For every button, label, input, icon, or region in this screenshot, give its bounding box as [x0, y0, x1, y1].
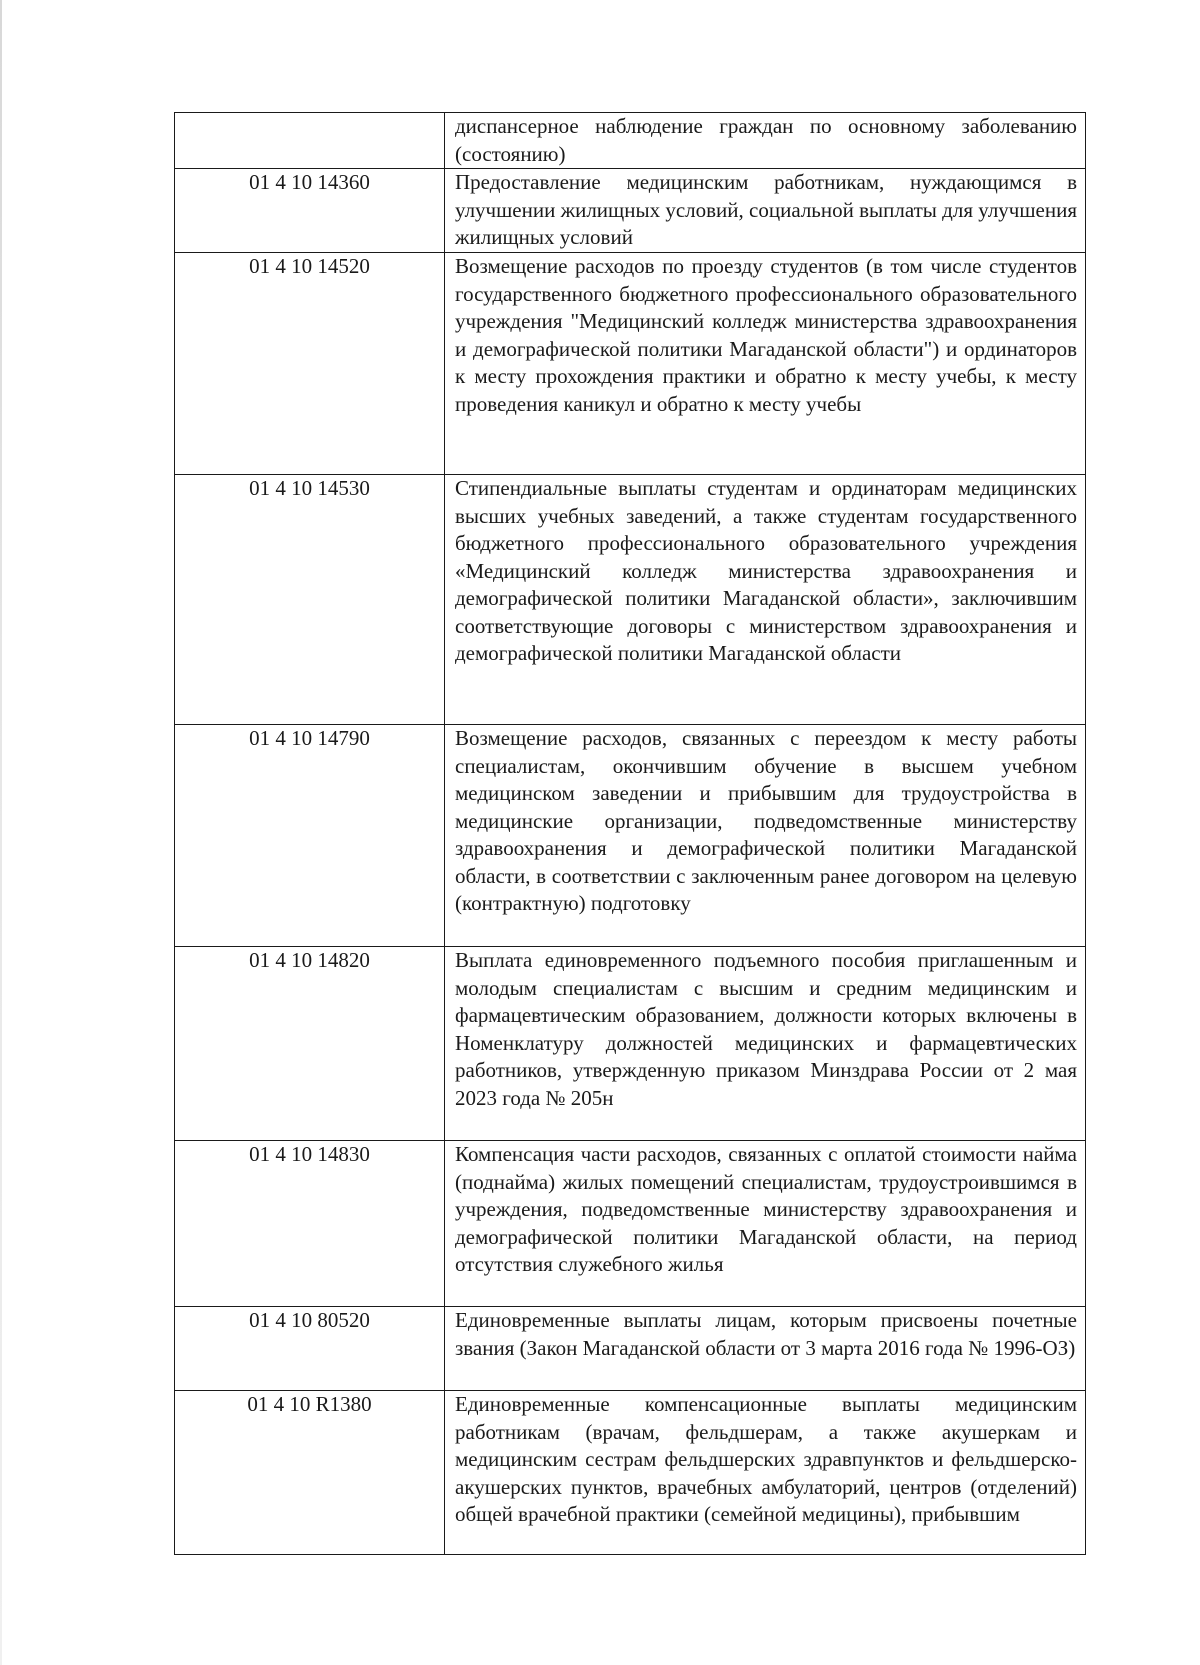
code-cell: 01 4 10 14520 [175, 253, 445, 475]
description-cell: Компенсация части расходов, связанных с оплатой стоимости найма (поднайма) жилых помещений специалистам, трудоустроившимся в учреждения, подведомственные министерству здравоохранения и демографической политики Магаданской области, на период отсутствия служебного жилья [445, 1141, 1086, 1307]
description-cell: Предоставление медицинским работникам, нуждающимся в улучшении жилищных условий, социальной выплаты для улучшения жилищных условий [445, 169, 1086, 253]
table-row [175, 1141, 1086, 1307]
budget-code-table [174, 112, 1086, 1555]
table-row [175, 1307, 1086, 1391]
table-row [175, 947, 1086, 1141]
description-cell: Единовременные компенсационные выплаты медицинским работникам (врачам, фельдшерам, а также акушеркам и медицинским сестрам фельдшерских здравпунктов и фельдшерско-акушерских пунктов, врачебных амбулаторий, центров (отделений) общей врачебной практики (семейной медицины), прибывшим [445, 1391, 1086, 1555]
code-cell: 01 4 10 14830 [175, 1141, 445, 1307]
table-row [175, 113, 1086, 169]
code-cell: 01 4 10 14790 [175, 725, 445, 947]
scan-edge [0, 0, 2, 1665]
code-cell [175, 113, 445, 169]
code-cell: 01 4 10 14360 [175, 169, 445, 253]
table-row [175, 1391, 1086, 1555]
description-cell: Возмещение расходов по проезду студентов (в том числе студентов государственного бюджетного профессионального образовательного учреждения "Медицинский колледж министерства здравоохранения и демографической политики Магаданской области") и ординаторов к месту прохождения практики и обратно к месту учебы, к месту проведения каникул и обратно к месту учебы [445, 253, 1086, 475]
code-cell: 01 4 10 R1380 [175, 1391, 445, 1555]
description-cell: Единовременные выплаты лицам, которым присвоены почетные звания (Закон Магаданской области от 3 марта 2016 года № 1996-ОЗ) [445, 1307, 1086, 1391]
table-row [175, 169, 1086, 253]
table-row [175, 475, 1086, 725]
table-row [175, 725, 1086, 947]
description-cell: Стипендиальные выплаты студентам и ординаторам медицинских высших учебных заведений, а также студентам государственного бюджетного профессионального образовательного учреждения «Медицинский колледж министерства здравоохранения и демографической политики Магаданской области», заключившим соответствующие договоры с министерством здравоохранения и демографической политики Магаданской области [445, 475, 1086, 725]
code-cell: 01 4 10 14530 [175, 475, 445, 725]
description-cell: Выплата единовременного подъемного пособия приглашенным и молодым специалистам с высшим и средним медицинским и фармацевтическим образованием, должности которых включены в Номенклатуру должностей медицинских и фармацевтических работников, утвержденную приказом Минздрава России от 2 мая 2023 года № 205н [445, 947, 1086, 1141]
description-cell: диспансерное наблюдение граждан по основному заболеванию (состоянию) [445, 113, 1086, 169]
description-cell: Возмещение расходов, связанных с переездом к месту работы специалистам, окончившим обучение в высшем учебном медицинском заведении и прибывшим для трудоустройства в медицинские организации, подведомственные министерству здравоохранения и демографической политики Магаданской области, в соответствии с заключенным ранее договором на целевую (контрактную) подготовку [445, 725, 1086, 947]
code-cell: 01 4 10 80520 [175, 1307, 445, 1391]
code-cell: 01 4 10 14820 [175, 947, 445, 1141]
table-row [175, 253, 1086, 475]
